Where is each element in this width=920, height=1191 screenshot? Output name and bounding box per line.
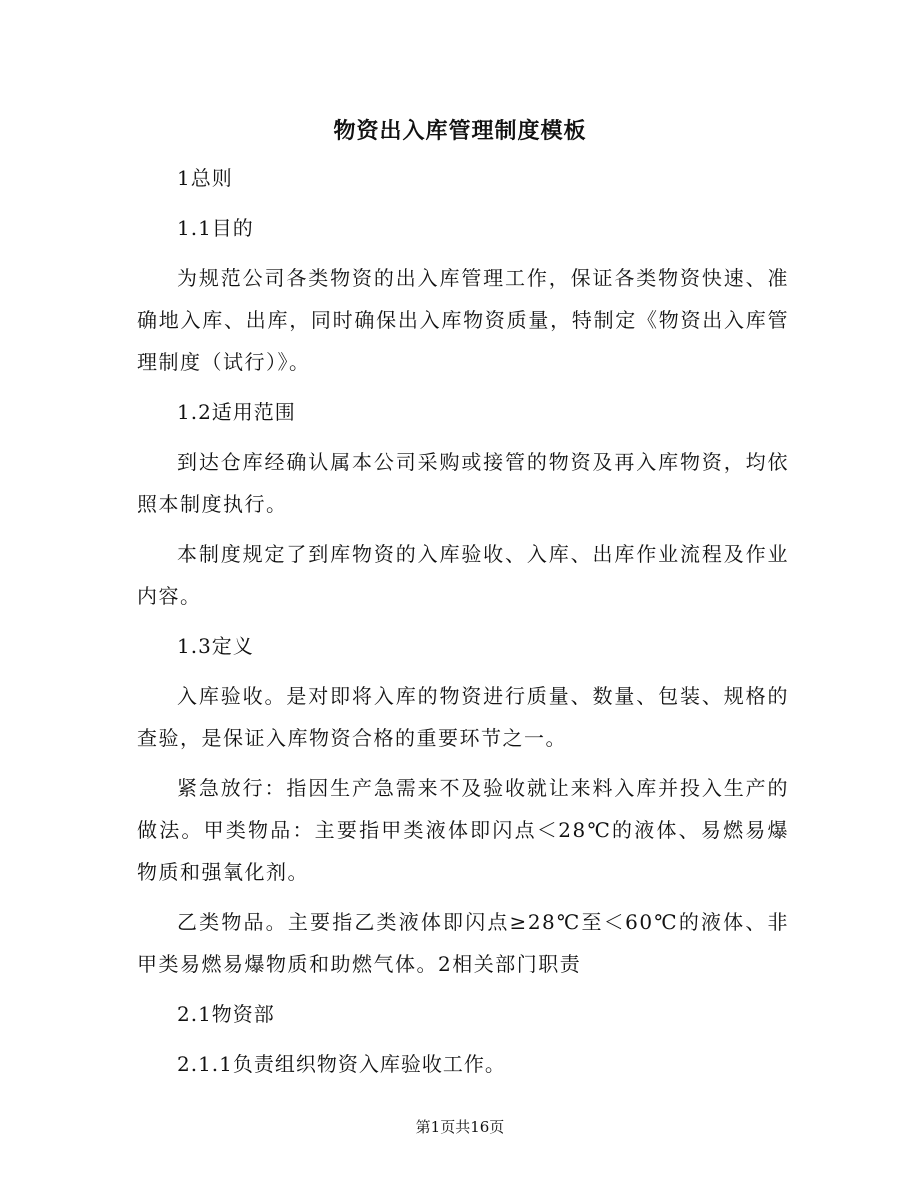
- paragraph-scope-content: 本制度规定了到库物资的入库验收、入库、出库作业流程及作业内容。: [137, 542, 789, 608]
- page-footer: 第1页共16页: [415, 1118, 505, 1136]
- paragraph-definition-class-b: 乙类物品。主要指乙类液体即闪点≥28℃至＜60℃的液体、非甲类易燃易爆物质和助燃气体。2相关部门职责: [137, 910, 789, 976]
- section-item-2-1-1: 2.1.1负责组织物资入库验收工作。: [177, 1052, 506, 1076]
- section-heading-definition: 1.3定义: [177, 634, 254, 658]
- document-title: 物资出入库管理制度模板: [333, 118, 587, 144]
- section-heading-general: 1总则: [177, 166, 233, 190]
- section-heading-materials-dept: 2.1物资部: [177, 1002, 275, 1026]
- paragraph-definition-emergency: 紧急放行：指因生产急需来不及验收就让来料入库并投入生产的做法。甲类物品：主要指甲类液体即闪点＜28℃的液体、易燃易爆物质和强氧化剂。: [137, 776, 789, 884]
- paragraph-scope: 到达仓库经确认属本公司采购或接管的物资及再入库物资，均依照本制度执行。: [137, 450, 789, 516]
- paragraph-purpose: 为规范公司各类物资的出入库管理工作，保证各类物资快速、准确地入库、出库，同时确保出入库物资质量，特制定《物资出入库管理制度（试行）》。: [137, 266, 789, 374]
- section-heading-scope: 1.2适用范围: [177, 400, 296, 424]
- document-body: [137, 157, 789, 1093]
- paragraph-definition-inspection: 入库验收。是对即将入库的物资进行质量、数量、包装、规格的查验，是保证入库物资合格的重要环节之一。: [137, 684, 789, 750]
- section-heading-purpose: 1.1目的: [177, 216, 254, 240]
